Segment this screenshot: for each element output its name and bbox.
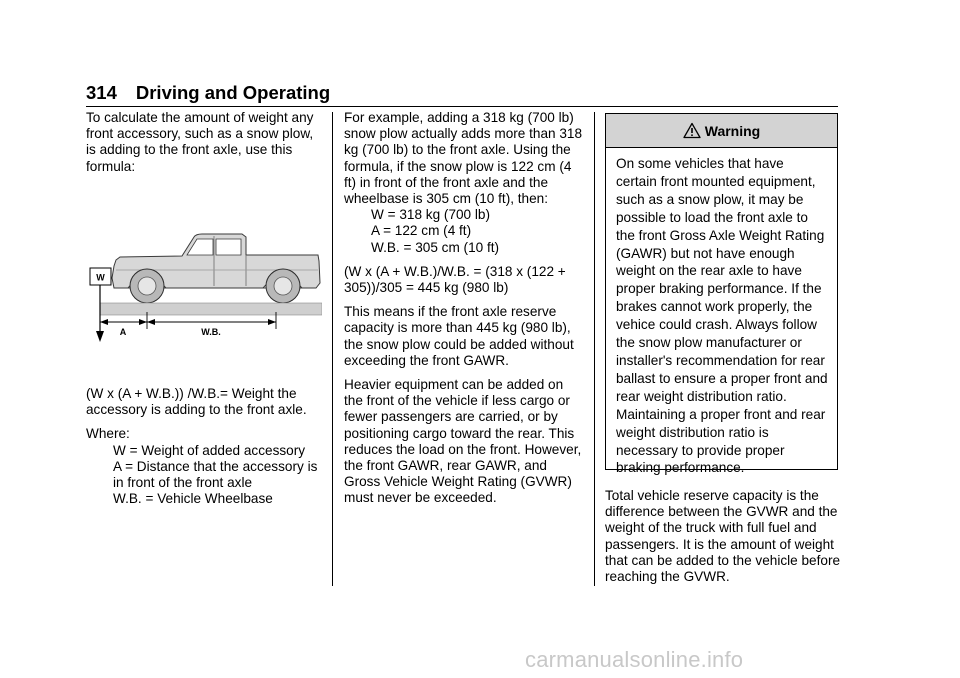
warning-title: Warning xyxy=(704,122,761,139)
column-2 xyxy=(344,110,584,515)
heavier-equipment-paragraph: Heavier equipment can be added on the front of the vehicle if less cargo or fewer passengers are carried, or by positioning cargo toward the rear. This reduces the load on the front. However, the front GAWR, rear GAWR, and Gross Vehicle Weight Rating (GVWR) must never be exceeded. xyxy=(344,377,582,506)
watermark: carmanualsonline.info xyxy=(525,647,744,672)
column-3 xyxy=(605,488,841,585)
where-label: Where: xyxy=(86,426,130,442)
intro-paragraph: To calculate the amount of weight any front accessory, such as a snow plow, is adding to the front axle, use this formula: xyxy=(86,110,314,174)
calculation-paragraph: (W x (A + W.B.)/W.B. = (318 x (122 + 305))/305 = 445 kg (980 lb) xyxy=(344,263,566,296)
reserve-capacity-paragraph: Total vehicle reserve capacity is the difference between the GVWR and the weight of the truck with full fuel and passengers. It is the amount of weight that can be added to the vehicle before reaching the GVWR. xyxy=(605,488,841,585)
column-divider-left xyxy=(332,112,333,586)
diagram-label-wb: W.B. xyxy=(201,327,221,337)
column-1 xyxy=(86,110,326,175)
snow-plow-weight-diagram xyxy=(86,228,322,348)
example-value: A = 122 cm (4 ft) xyxy=(371,223,472,239)
example-paragraph: For example, adding a 318 kg (700 lb) snow plow actually adds more than 318 kg (700 lb) to the front axle. Using the formula, if the snow plow is 122 cm (4 ft) in front of the front axle and the wheelbase is 305 cm (10 ft), then: xyxy=(344,110,583,207)
section-title: Driving and Operating xyxy=(135,82,331,103)
header-rule xyxy=(86,106,838,107)
column-divider-right xyxy=(594,112,595,586)
warning-header xyxy=(606,114,837,148)
diagram-label-w: W xyxy=(96,272,105,283)
example-value: W = 318 kg (700 lb) xyxy=(371,207,491,223)
page-number: 314 xyxy=(86,82,117,103)
meaning-paragraph: This means if the front axle reserve capacity is more than 445 kg (980 lb), the snow plow could be added without exceeding the front GAWR. xyxy=(344,304,574,368)
warning-triangle-icon xyxy=(683,122,701,139)
column-1-lower xyxy=(86,386,326,507)
page-header xyxy=(86,82,330,104)
example-value: W.B. = 305 cm (10 ft) xyxy=(371,239,500,255)
definition-item: A = Distance that the accessory is in front of the front axle xyxy=(113,458,318,491)
warning-box xyxy=(605,113,838,476)
definition-item: W.B. = Vehicle Wheelbase xyxy=(113,491,273,507)
warning-text: On some vehicles that have certain front mounted equipment, such as a snow plow, it may be possible to load the front axle to the front Gross Axle Weight Rating (GAWR) but not have enough weight on the rear axle to have proper braking performance. If the brakes cannot work properly, the vehice could crash. Always follow the snow plow manufacturer or installer's recommendation for rear ballast to ensure a proper front and rear weight distribution ratio. Maintaining a proper front and rear weight distribution ratio is necessary to provide proper braking performance. xyxy=(616,156,828,476)
formula-paragraph: (W x (A + W.B.)) /W.B.= Weight the accessory is adding to the front axle. xyxy=(86,386,307,418)
definition-item: W = Weight of added accessory xyxy=(113,442,306,458)
diagram-label-a: A xyxy=(119,327,127,337)
